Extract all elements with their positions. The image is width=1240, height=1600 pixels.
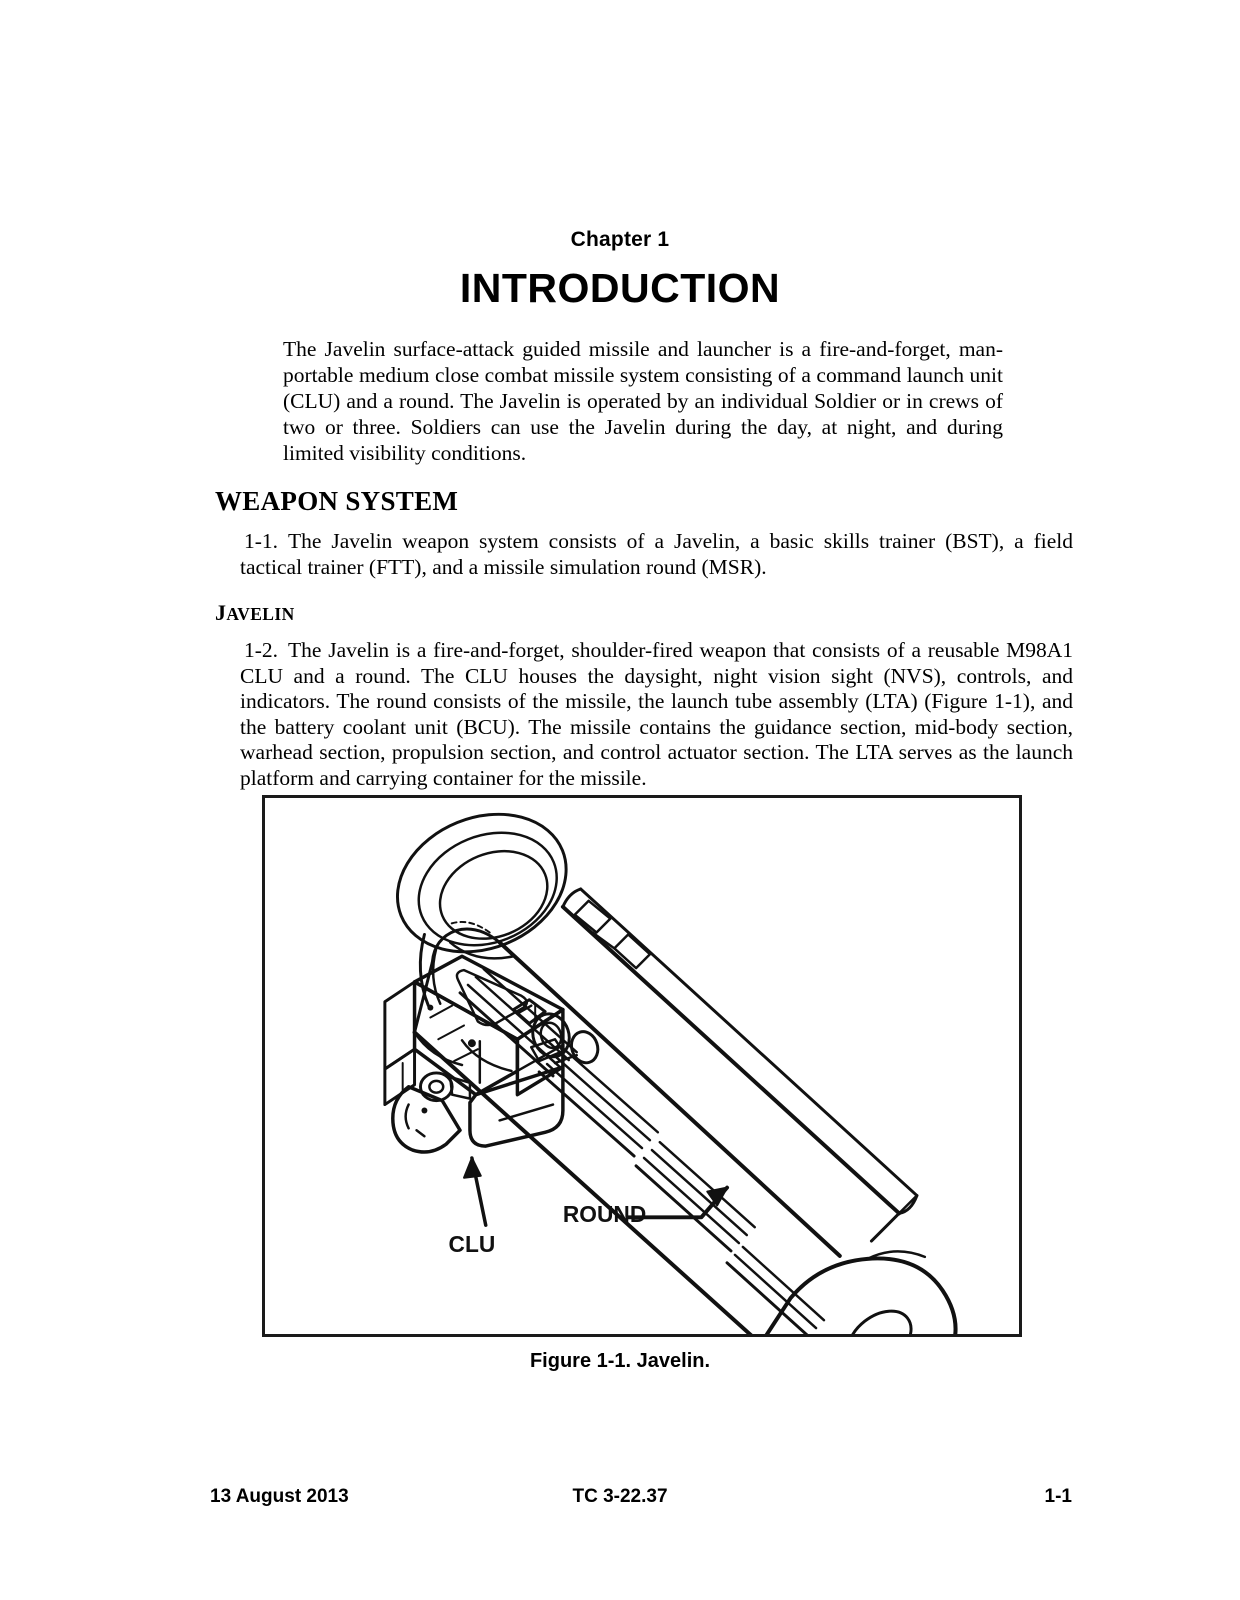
figure-callout-clu: CLU — [448, 1230, 496, 1257]
paragraph-text-1-2: The Javelin is a fire-and-forget, shoulder-fired weapon that consists of a reusable M98A1 CLU and a round. The CLU houses the daysight, night vision sight (NVS), controls, and indicators. The round consists of the missile, the launch tube assembly (LTA) (Figure 1-1), and the battery coolant unit (BCU). The missile contains the guidance section, mid-body section, warhead section, propulsion section, and control actuator section. The LTA serves as the launch platform and carrying container for the missile. — [240, 638, 1073, 790]
chapter-label: Chapter 1 — [570, 228, 670, 251]
footer-page-number: 1-1 — [1044, 1486, 1072, 1507]
section-heading-weapon-system: WEAPON SYSTEM — [215, 486, 459, 516]
subsection-heading-rest: AVELIN — [226, 604, 295, 624]
footer-date: 13 August 2013 — [210, 1486, 349, 1507]
footer-manual-number: TC 3-22.37 — [572, 1486, 668, 1507]
paragraph-number-1-2: 1-2. — [244, 638, 279, 662]
subsection-heading-first-letter: J — [215, 600, 227, 625]
javelin-illustration — [265, 798, 1019, 1334]
paragraph-number-1-1: 1-1. — [244, 529, 279, 553]
round-launch-tube — [415, 889, 956, 1334]
figure-callout-round: ROUND — [562, 1201, 647, 1228]
figure-caption: Figure 1-1. Javelin. — [529, 1350, 711, 1372]
page-footer — [0, 1486, 1240, 1512]
figure-frame — [262, 795, 1022, 1337]
intro-paragraph: The Javelin surface-attack guided missile and launcher is a fire-and-forget, man-portable medium close combat missile system consisting of a command launch unit (CLU) and a round. The Javelin is operated by an individual Soldier or in crews of two or three. Soldiers can use the Javelin during the day, at night, and during limited visibility conditions. — [283, 337, 1003, 465]
subsection-heading-javelin — [215, 600, 295, 626]
paragraph-1-1 — [240, 529, 1073, 580]
page-title: INTRODUCTION — [459, 265, 781, 311]
paragraph-1-2 — [240, 638, 1073, 791]
paragraph-text-1-1: The Javelin weapon system consists of a Javelin, a basic skills trainer (BST), a field tactical trainer (FTT), and a missile simulation round (MSR). — [240, 529, 1073, 579]
